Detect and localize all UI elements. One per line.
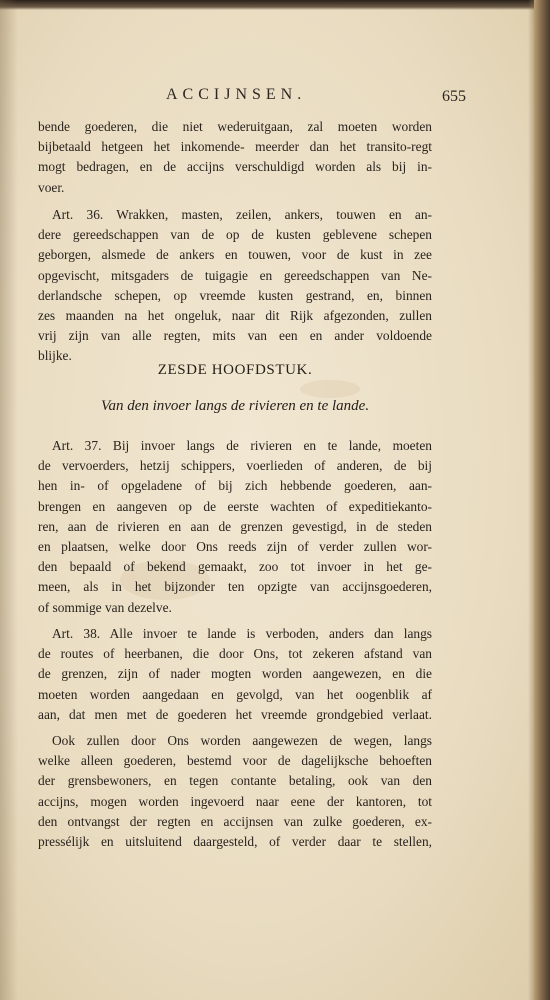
page-number: 655 — [442, 88, 466, 105]
chapter-heading: ZESDE HOOFDSTUK. — [157, 362, 313, 378]
article-38 — [38, 624, 432, 725]
article-36 — [38, 205, 432, 367]
text-line: accijns, mogen worden ingevoerd naar eene der kantoren, tot — [38, 793, 432, 809]
text-line: welke alleen goederen, bestemd voor de dagelijksche behoeften — [38, 753, 432, 769]
text-line: der grensbewoners, en tegen contante betaling, ook van den — [38, 773, 432, 789]
text-line: brengen en aangeven op de eerste wachten of expeditiekanto- — [38, 498, 432, 514]
text-line: ren, aan de rivieren en aan de grenzen gevestigd, in de steden — [38, 518, 432, 534]
text-line: den ontvangst der regten en accijnsen van zulke goederen, ex- — [38, 813, 432, 829]
text-line: de routes of heerbanen, die door Ons, tot zekeren afstand van — [38, 646, 432, 662]
text-line: opgevischt, mitsgaders de tuigagie en gereedschappen van Ne- — [38, 267, 432, 283]
text-line: Art. 38. Alle invoer te lande is verboden, anders dan langs — [52, 626, 432, 641]
article-37 — [38, 436, 432, 618]
text-line: den bepaald of bekend gemaakt, zoo tot invoer in het ge- — [38, 559, 432, 575]
chapter-subtitle: Van den invoer langs de rivieren en te lande. — [100, 398, 370, 414]
paragraph-roads — [38, 731, 432, 852]
text-line: zes maanden na het ongeluk, naar dit Rijk afgezonden, zullen — [38, 308, 432, 324]
text-line: geborgen, alsmede de ankers en touwen, voor de kust in zee — [38, 247, 432, 263]
text-line: hen in- of opgeladene of bij zich hebbende goederen, aan- — [38, 478, 432, 494]
text-line: meen, als in het bijzonder ten opzigte van accijnsgoederen, — [38, 579, 432, 595]
text-line: of sommige van dezelve. — [38, 599, 172, 615]
text-line: de grenzen, zijn of nader mogten worden aangewezen, en die — [38, 666, 432, 682]
text-line: Ook zullen door Ons worden aangewezen de wegen, langs — [52, 733, 432, 748]
page-fore-edge — [534, 0, 550, 1000]
text-line: voer. — [38, 179, 65, 195]
page-gutter-shadow — [0, 0, 18, 1000]
text-line: mogt bedragen, en de accijns verschuldigd worden als bij in- — [38, 159, 432, 175]
running-title: ACCIJNSEN. — [166, 86, 307, 103]
paper-stain — [300, 380, 360, 398]
page-header — [38, 86, 466, 110]
paragraph-continuation — [38, 117, 432, 198]
text-line: en plaatsen, welke door Ons reeds zijn of verder zullen wor- — [38, 539, 432, 555]
text-line: bijbetaald hetgeen het inkomende- meerder dan het transito-regt — [38, 139, 432, 155]
page-top-edge — [0, 0, 550, 10]
text-line: moeten worden aangedaan en gevolgd, van het oogenblik af — [38, 686, 432, 702]
text-line: bende goederen, die niet wederuitgaan, zal moeten worden — [38, 119, 432, 134]
text-line: pressélijk en uitsluitend daargesteld, of verder daar te stellen, — [38, 834, 432, 850]
text-line: vrij zijn van alle regten, mits van een en ander voldoende — [38, 328, 432, 344]
text-line: derlandsche schepen, op vreemde kusten gestrand, en, binnen — [38, 287, 432, 303]
text-line: Art. 37. Bij invoer langs de rivieren en te lande, moeten — [52, 438, 432, 453]
text-line: dere gereedschappen van de op de kusten geblevene schepen — [38, 227, 432, 243]
text-line: aan, dat men met de goederen het vreemde grondgebied verlaat. — [38, 706, 432, 722]
text-line: de vervoerders, hetzij schippers, voerlieden of anderen, de bij — [38, 458, 432, 474]
text-line: blijke. — [38, 348, 72, 364]
text-line: Art. 36. Wrakken, masten, zeilen, ankers, touwen en an- — [52, 207, 432, 222]
